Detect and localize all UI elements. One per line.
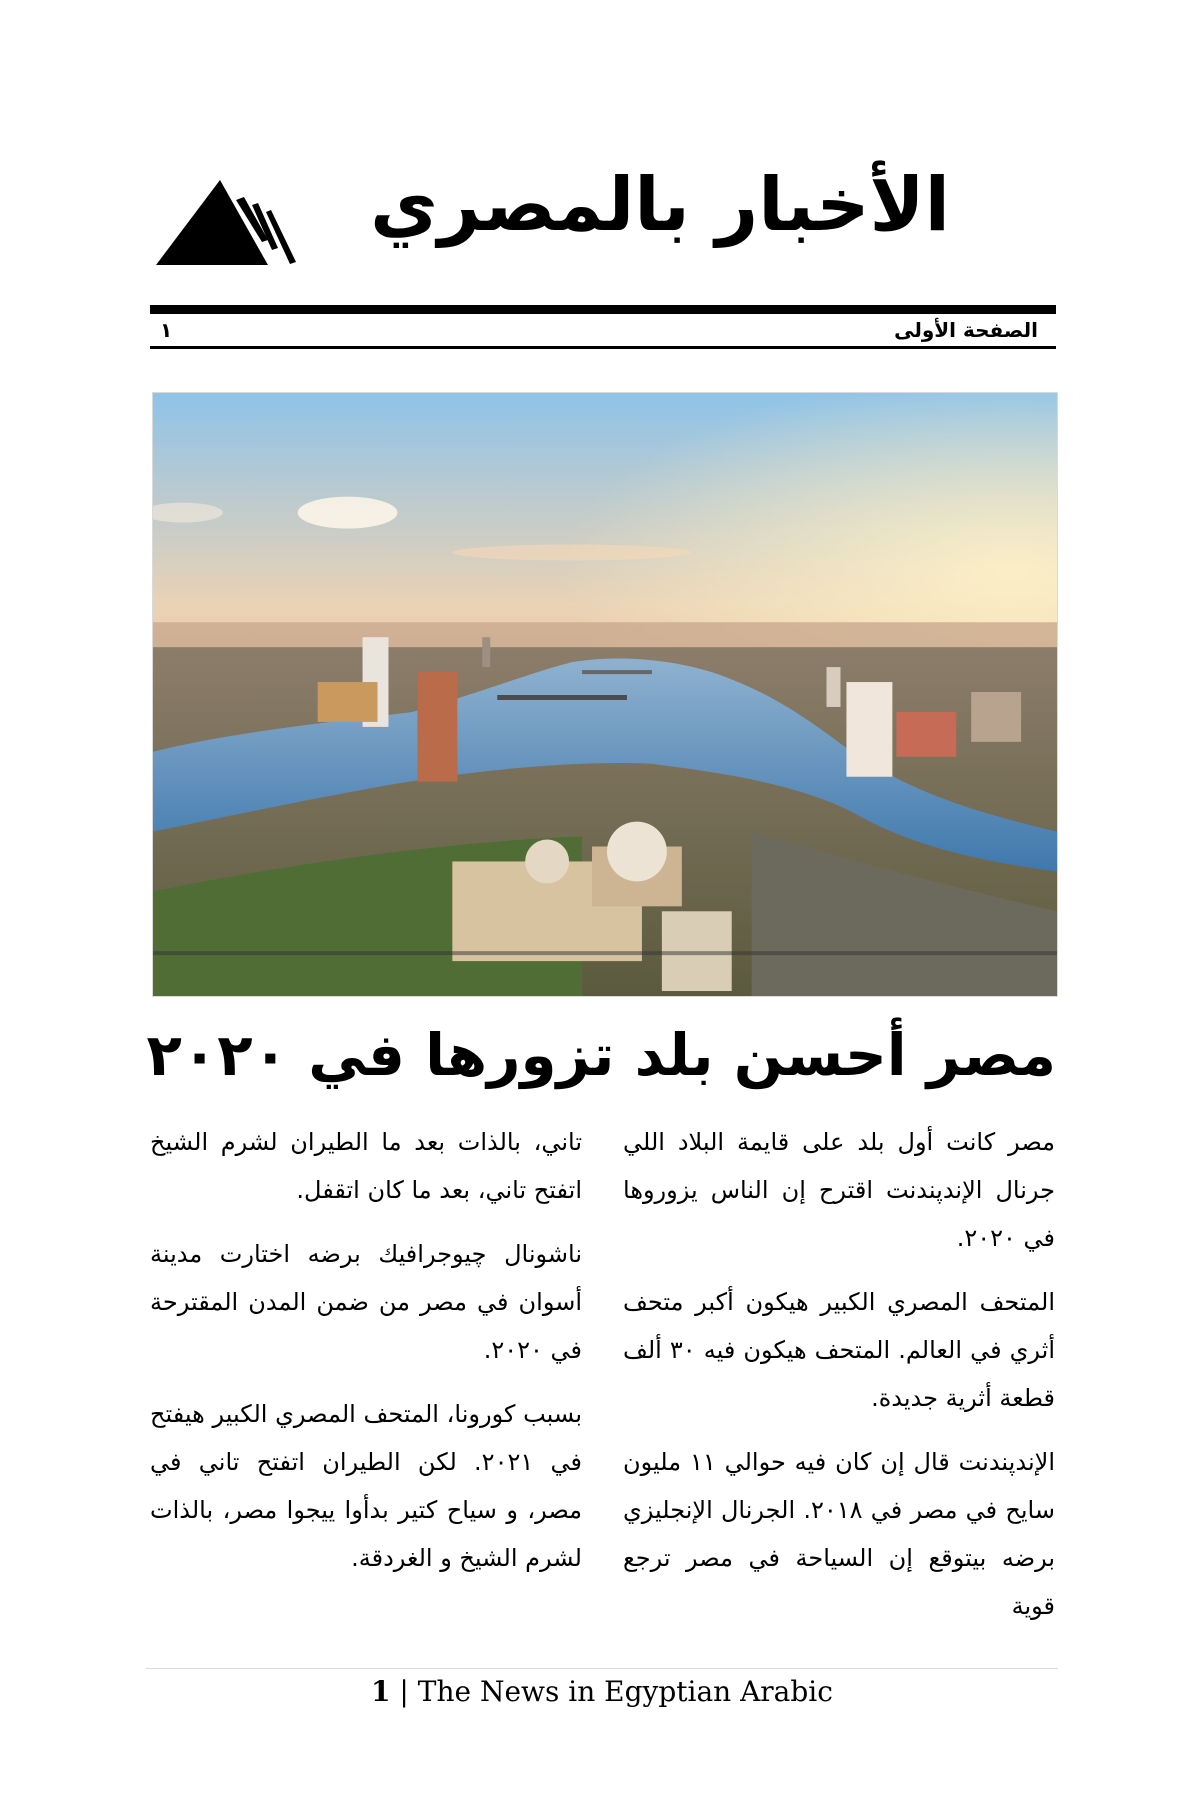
pyramid-logo-icon: [150, 160, 310, 270]
article-paragraph: الإندپندنت قال إن كان فيه حوالي ١١ مليون سايح في مصر في ٢٠١٨. الجرنال الإنجليزي برضه بيتوقع إن السياحة في مصر ترجع قوية: [623, 1448, 1055, 1620]
masthead-title: الأخبار بالمصري: [370, 162, 950, 248]
page-footer: [146, 1672, 1058, 1712]
footer-divider: [146, 1668, 1058, 1669]
article-headline: مصر أحسن بلد تزورها في ٢٠٢٠: [146, 1021, 1056, 1089]
article-paragraph: ناشونال چيوجرافيك برضه اختارت مدينة أسوان في مصر من ضمن المدن المقترحة في ٢٠٢٠.: [150, 1240, 582, 1364]
section-label: الصفحة الأولى: [894, 318, 1038, 342]
article-column-left: [150, 1118, 582, 1598]
article-column-right: [623, 1118, 1055, 1646]
article-paragraph: تاني، بالذات بعد ما الطيران لشرم الشيخ اتفتح تاني، بعد ما كان اتقفل.: [150, 1128, 582, 1204]
footer-publication: The News in Egyptian Arabic: [417, 1675, 833, 1708]
footer-separator: |: [390, 1675, 418, 1708]
article-paragraph: بسبب كورونا، المتحف المصري الكبير هيفتح في ٢٠٢١. لكن الطيران اتفتح تاني في مصر، و سياح كتير بدأوا ييجوا مصر، بالذات لشرم الشيخ و الغردقة.: [150, 1400, 582, 1572]
article-paragraph: المتحف المصري الكبير هيكون أكبر متحف أثري في العالم. المتحف هيكون فيه ٣٠ ألف قطعة أثرية جديدة.: [623, 1288, 1055, 1412]
page-number-top: ١: [160, 318, 173, 342]
masthead-rule-thin: [150, 346, 1056, 349]
masthead-rule-thick: [150, 305, 1056, 314]
article-paragraph: مصر كانت أول بلد على قايمة البلاد اللي جرنال الإندپندنت اقترح إن الناس يزوروها في ٢٠٢٠.: [623, 1128, 1055, 1252]
footer-page-number: 1: [371, 1675, 391, 1708]
cairo-nile-photo: [152, 392, 1058, 997]
